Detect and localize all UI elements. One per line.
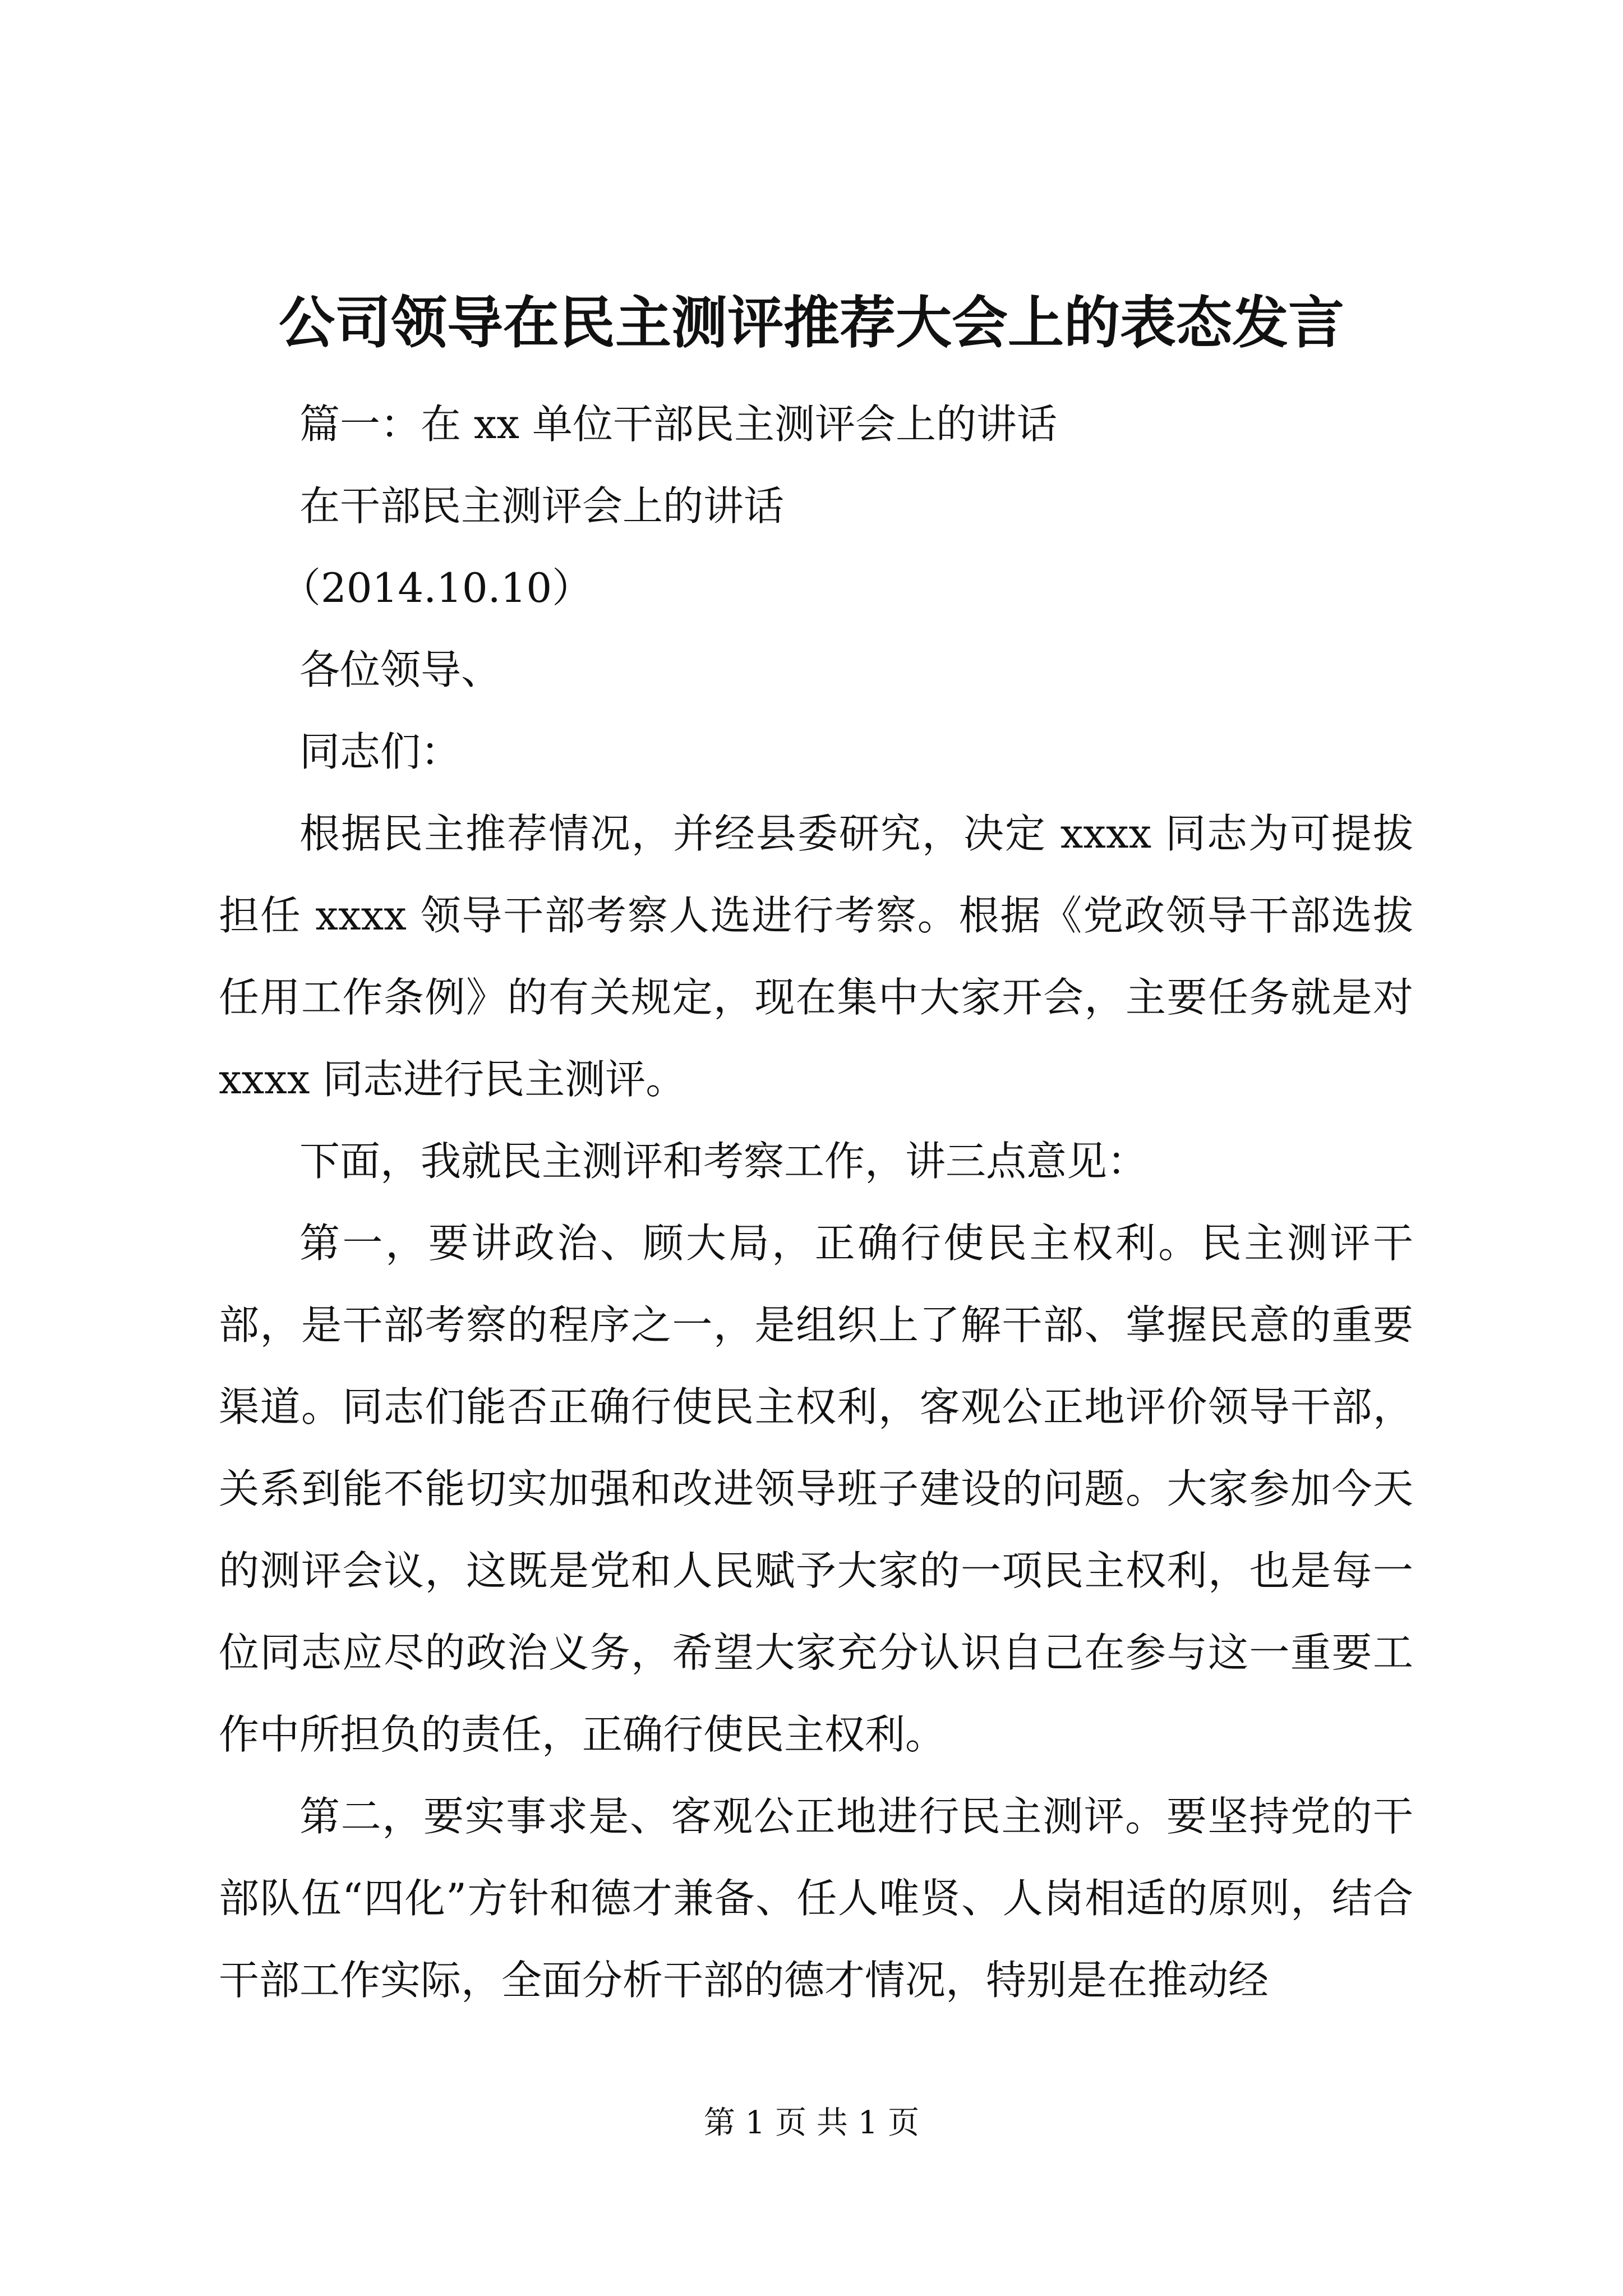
document-title: 公司领导在民主测评推荐大会上的表态发言 bbox=[279, 289, 1344, 356]
paragraph-speech-title: 在干部民主测评会上的讲话 bbox=[299, 482, 785, 530]
paragraph-body-2: 下面，我就民主测评和考察工作，讲三点意见： bbox=[299, 1138, 1148, 1185]
paragraph-salutation-2: 同志们： bbox=[299, 728, 462, 775]
document-body bbox=[219, 383, 1413, 2021]
paragraph-body-4: 第二，要实事求是、客观公正地进行民主测评。要坚持党的干部队伍“四化”方针和德才兼备、任人唯贤、人岗相适的原则，结合干部工作实际，全面分析干部的德才情况，特别是在推动经 bbox=[219, 1793, 1413, 2004]
paragraph-date: （2014.10.10） bbox=[280, 564, 593, 611]
paragraph-salutation-1: 各位领导、 bbox=[299, 646, 502, 693]
page-footer: 第 1 页 共 1 页 bbox=[703, 2105, 920, 2141]
paragraph-subtitle: 篇一：在 xx 单位干部民主测评会上的讲话 bbox=[299, 401, 1057, 448]
paragraph-body-3: 第一，要讲政治、顾大局，正确行使民主权利。民主测评干部，是干部考察的程序之一，是组织上了解干部、掌握民意的重要渠道。同志们能否正确行使民主权利，客观公正地评价领导干部，关系到能不能切实加强和改进领导班子建设的问题。大家参加今天的测评会议，这既是党和人民赋予大家的一项民主权利，也是每一位同志应尽的政治义务，希望大家充分认识自己在参与这一重要工作中所担负的责任，正确行使民主权利。 bbox=[219, 1220, 1413, 1758]
paragraph-body-1: 根据民主推荐情况，并经县委研究，决定 xxxx 同志为可提拔担任 xxxx 领导干部考察人选进行考察。根据《党政领导干部选拔任用工作条例》的有关规定，现在集中大家开会，主要任务就是对 xxxx 同志进行民主测评。 bbox=[219, 810, 1413, 1103]
